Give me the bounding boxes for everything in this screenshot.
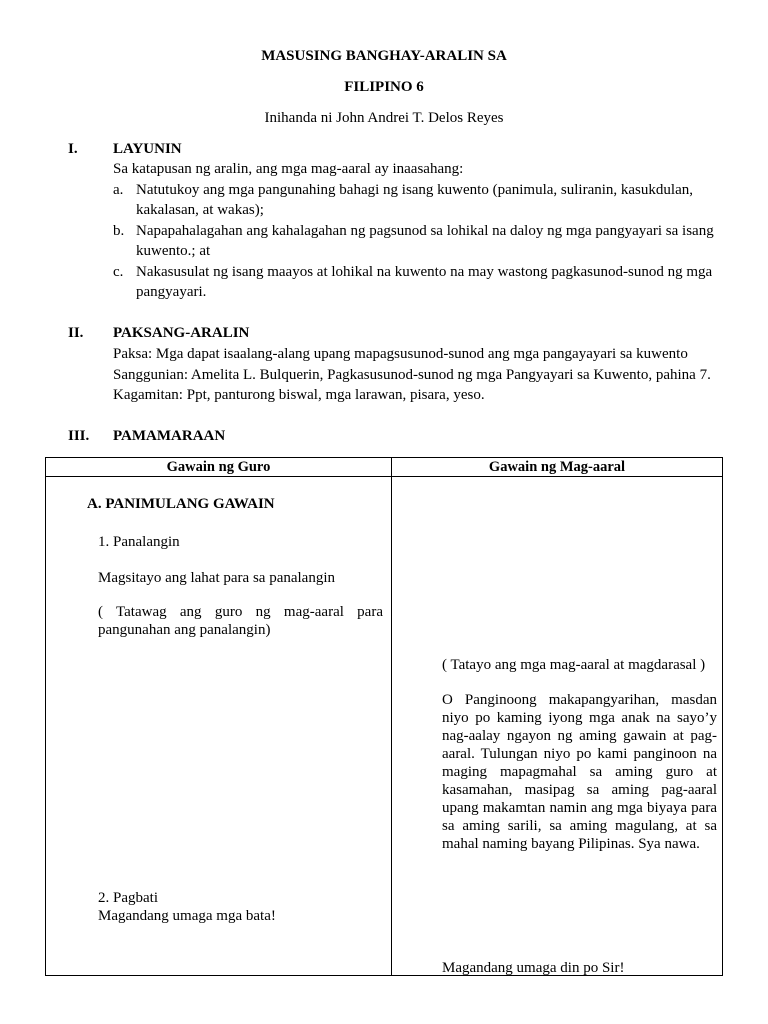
objective-text: Nakasusulat ng isang maayos at lohikal na kuwento na may wastong pagkasunod-sunod ng mga pangyayari. [136,264,713,300]
guro-note: ( Tatawag ang guro ng mag-aaral para pangunahan ang panalangin) [98,604,383,638]
mag-aaral-greeting: Magandang umaga din po Sir! [442,960,625,976]
prayer-text: O Panginoong makapangyarihan, masdan niyo po kaming iyong mga anak na sayo’y nag-aalay ngayon ng aming gawain at pag-aaral. Tulungan niyo po kami panginoon na maging mapagmahal sa aming guro at kasamahan, masipag sa aming pag-aaral upang makamtan namin ang mga biyaya para sa aming sarili, sa aming magulang, at sa mahal naming bayang Pilipinas. Sya nawa. [442,692,717,852]
section-title-layunin: LAYUNIN [113,141,182,157]
header-gawain-guro: Gawain ng Guro [46,458,392,477]
document-title: MASUSING BANGHAY-ARALIN SA [261,48,507,64]
header-gawain-mag-aaral: Gawain ng Mag-aaral [392,458,723,477]
objective-letter: b. [113,223,125,239]
objective-letter: a. [113,182,124,198]
objective-item-a [113,180,723,220]
kagamitan-line: Kagamitan: Ppt, panturong biswal, mga larawan, pisara, yeso. [113,387,485,403]
procedure-table [45,457,723,976]
section-title-paksa: PAKSANG-ARALIN [113,325,250,341]
objective-letter: c. [113,264,124,280]
objective-item-b [113,221,723,261]
document-subtitle: FILIPINO 6 [344,79,424,95]
paksa-line: Paksa: Mga dapat isaalang-alang upang mapagsusunod-sunod ang mga pangayayari sa kuwento [113,346,688,362]
section-number-layunin: I. [68,141,78,157]
objective-text: Natutukoy ang mga pangunahing bahagi ng isang kuwento (panimula, suliranin, kasukdulan, kakalasan, at wakas); [136,182,693,218]
cell-mag-aaral [392,477,723,976]
panimulang-gawain-heading: A. PANIMULANG GAWAIN [87,496,275,512]
objective-text: Napapahalagahan ang kahalagahan ng pagsunod sa lohikal na daloy ng mga pangyayari sa isang kuwento.; at [136,223,714,259]
guro-greeting: Magandang umaga mga bata! [98,908,276,924]
layunin-intro: Sa katapusan ng aralin, ang mga mag-aaral ay inaasahang: [113,161,464,177]
section-number-paksa: II. [68,325,84,341]
section-title-pamamaraan: PAMAMARAAN [113,428,226,444]
objective-item-c [113,262,723,302]
guro-instruction: Magsitayo ang lahat para sa panalangin [98,570,335,586]
table-header-row [46,458,723,477]
section-number-pamamaraan: III. [68,428,90,444]
cell-guro [46,477,392,976]
step-pagbati: 2. Pagbati [98,890,158,906]
sanggunian-line: Sanggunian: Amelita L. Bulquerin, Pagkasusunod-sunod ng mga Pangyayari sa Kuwento, pahina 7. [113,367,711,383]
table-row [46,477,723,976]
mag-aaral-note: ( Tatayo ang mga mag-aaral at magdarasal ) [442,657,706,673]
step-panalangin: 1. Panalangin [98,534,180,550]
author-line: Inihanda ni John Andrei T. Delos Reyes [264,110,504,126]
